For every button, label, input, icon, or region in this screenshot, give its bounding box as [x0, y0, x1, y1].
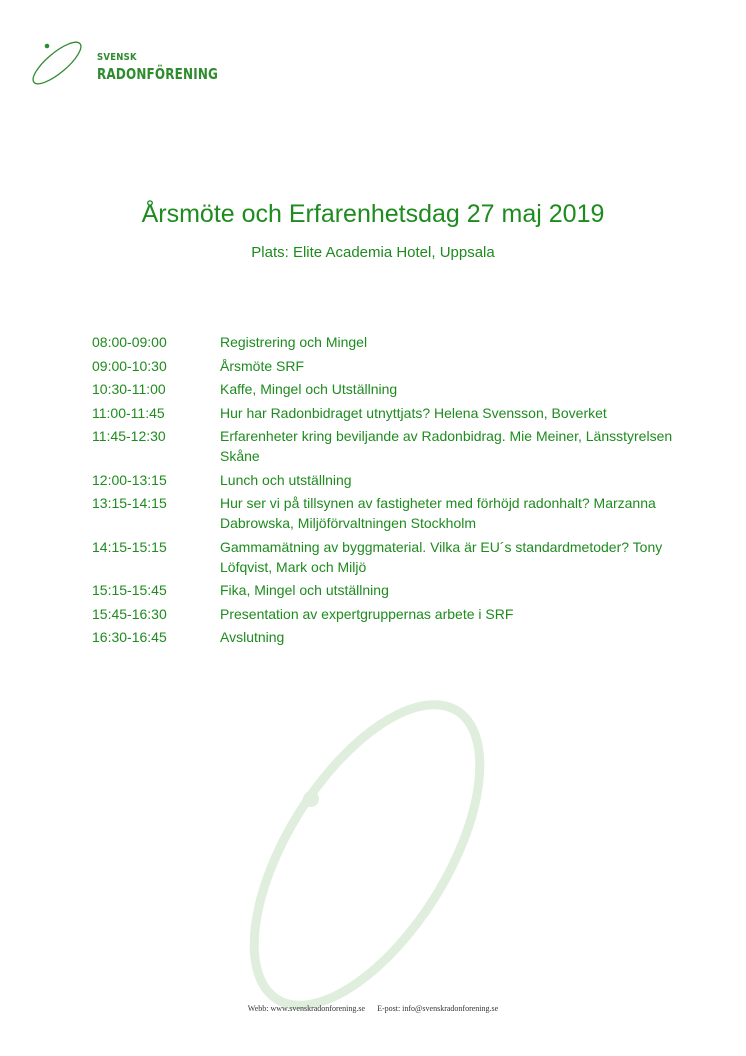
schedule-row: [92, 379, 712, 399]
schedule-desc: Hur ser vi på tillsynen av fastigheter med förhöjd radonhalt? Marzanna Dabrowska, Miljöförvaltningen Stockholm: [220, 495, 656, 531]
schedule-desc: Årsmöte SRF: [220, 357, 305, 374]
schedule-list: [92, 332, 712, 651]
schedule-row: [92, 604, 712, 624]
schedule-time: 11:45-12:30: [92, 428, 166, 444]
footer-web-link[interactable]: Webb: www.svenskradonforening.se: [247, 1004, 366, 1013]
schedule-time: 16:30-16:45: [92, 629, 167, 645]
schedule-desc: Presentation av expertgruppernas arbete i SRF: [220, 605, 514, 622]
schedule-time: 12:00-13:15: [92, 471, 167, 488]
page-title: Årsmöte och Erfarenhetsdag 27 maj 2019: [141, 200, 605, 228]
schedule-desc: Hur har Radonbidraget utnyttjats? Helena Svensson, Boverket: [220, 404, 607, 421]
schedule-row: [92, 426, 712, 466]
schedule-desc: Fika, Mingel och utställning: [220, 582, 389, 598]
schedule-time: 11:00-11:45: [92, 404, 165, 421]
page-subtitle: Plats: Elite Academia Hotel, Uppsala: [251, 244, 495, 261]
orbit-ellipse-icon: [30, 34, 100, 94]
schedule-desc: Registrering och Mingel: [220, 334, 368, 350]
schedule-time: 09:00-10:30: [92, 357, 167, 374]
schedule-time: 10:30-11:00: [92, 381, 166, 397]
schedule-row: [92, 403, 712, 423]
footer-email-link[interactable]: E-post: info@svenskradonforening.se: [377, 1004, 499, 1013]
schedule-desc: Gammamätning av byggmaterial. Vilka är EU´s standardmetoder? Tony Löfqvist, Mark och Miljö: [220, 538, 663, 575]
schedule-time: 08:00-09:00: [92, 334, 167, 350]
schedule-row: [92, 470, 712, 490]
schedule-desc: Erfarenheter kring beviljande av Radonbidrag. Mie Meiner, Länsstyrelsen Skåne: [220, 428, 673, 464]
schedule-row: [92, 580, 712, 600]
schedule-time: 14:15-15:15: [92, 538, 167, 555]
schedule-row: [92, 356, 712, 376]
schedule-row: [92, 537, 712, 577]
logo-text-radonforening: RADONFÖRENING: [97, 65, 219, 83]
schedule-row: [92, 332, 712, 352]
schedule-row: [92, 493, 712, 533]
schedule-row: [92, 627, 712, 647]
schedule-desc: Kaffe, Mingel och Utställning: [220, 381, 398, 397]
schedule-desc: Lunch och utställning: [220, 471, 352, 488]
schedule-desc: Avslutning: [220, 629, 285, 645]
schedule-time: 15:15-15:45: [92, 582, 167, 598]
footer: [0, 1004, 746, 1013]
logo: [30, 34, 230, 94]
schedule-time: 15:45-16:30: [92, 605, 167, 622]
schedule-time: 13:15-14:15: [92, 495, 167, 511]
logo-text-svensk: SVENSK: [97, 52, 137, 63]
